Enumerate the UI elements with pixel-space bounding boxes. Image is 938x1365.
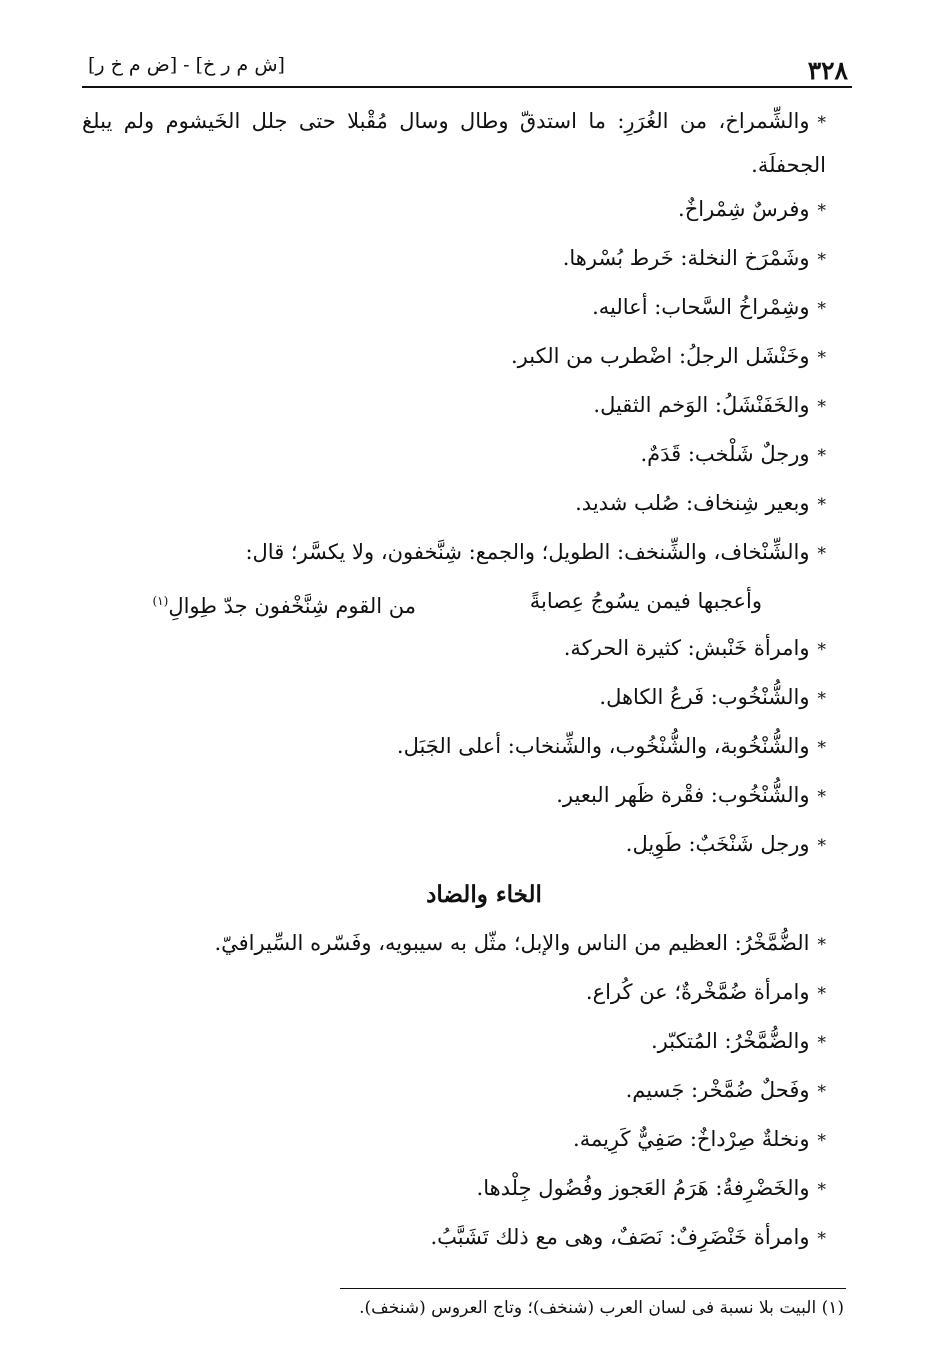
entry-text: وشِمْراخُ السَّحاب: أعاليه. xyxy=(592,295,810,319)
entry-asterisk-icon: * xyxy=(817,935,826,955)
footnote: (١) البيت بلا نسبة فى لسان العرب (شنخف)؛ وتاج العروس (شنخف). xyxy=(359,1298,844,1318)
dictionary-entry xyxy=(82,1018,826,1067)
entry-text: والشِّنْخاف، والشِّنخف: الطويل؛ والجمع: شِنَّخفون، ولا يكسَّر؛ قال: xyxy=(245,540,810,564)
dictionary-entry xyxy=(82,333,826,382)
entry-text: ورجلٌ شَلْخب: قَدَمٌ. xyxy=(640,442,810,466)
dictionary-entry xyxy=(82,480,826,529)
entry-asterisk-icon: * xyxy=(817,544,826,564)
entry-asterisk-icon: * xyxy=(817,348,826,368)
body-text xyxy=(82,100,826,1263)
entry-text: والشُّنْخُوب: فقْرة ظَهر البعير. xyxy=(556,783,810,807)
footnote-reference: (١) xyxy=(152,594,169,608)
entry-asterisk-icon: * xyxy=(817,250,826,270)
entry-text: وامرأة ضُمَّخْرةٌ؛ عن كُراع. xyxy=(585,980,810,1004)
entry-asterisk-icon: * xyxy=(817,1229,826,1249)
dictionary-entry xyxy=(82,625,826,674)
entry-text: وامرأة خَنْبش: كثيرة الحركة. xyxy=(563,636,810,660)
dictionary-entry xyxy=(82,284,826,333)
entry-asterisk-icon: * xyxy=(817,984,826,1004)
dictionary-entry xyxy=(82,1116,826,1165)
entry-asterisk-icon: * xyxy=(817,836,826,856)
entry-asterisk-icon: * xyxy=(817,1131,826,1151)
entries-group-a xyxy=(82,100,826,578)
dictionary-entry xyxy=(82,723,826,772)
dictionary-entry xyxy=(82,969,826,1018)
entry-text: وامرأة خَنْضَرِفٌ: نَصَفٌ، وهى مع ذلك تَشَبَّبُ. xyxy=(430,1225,810,1249)
entry-text: والشُّنْخُوب: فَرعُ الكاهل. xyxy=(599,685,810,709)
entry-asterisk-icon: * xyxy=(817,689,826,709)
dictionary-entry xyxy=(82,920,826,969)
dictionary-entry xyxy=(82,1165,826,1214)
dictionary-entry xyxy=(82,100,826,186)
footnote-rule xyxy=(340,1288,846,1289)
entry-asterisk-icon: * xyxy=(817,495,826,515)
entry-text: ورجل شَنْخَبٌ: طَوِيل. xyxy=(625,832,810,856)
entry-text: والخَفَنْشَلُ: الوَخم الثقيل. xyxy=(593,393,810,417)
dictionary-entry xyxy=(82,821,826,870)
entry-text: والخَضْرِفةُ: هَرَمُ العَجوز وفُضُول جِلْدها. xyxy=(476,1176,810,1200)
poetry-verse xyxy=(82,578,826,625)
entry-text: وفرسٌ شِمْراخٌ. xyxy=(678,197,810,221)
dictionary-entry xyxy=(82,431,826,480)
verse-hemistich-first: وأعجبها فيمن يسُوجُ عِصابةً xyxy=(529,589,762,613)
running-head: [ش م ر خ] - [ض م خ ر] xyxy=(88,54,285,76)
header-rule xyxy=(82,86,852,88)
entry-asterisk-icon: * xyxy=(817,446,826,466)
dictionary-entry xyxy=(82,529,826,578)
entry-asterisk-icon: * xyxy=(817,738,826,758)
dictionary-entry xyxy=(82,382,826,431)
entry-text: وفَحلٌ ضُمَّخْر: جَسيم. xyxy=(625,1078,810,1102)
entry-asterisk-icon: * xyxy=(817,201,826,221)
entry-asterisk-icon: * xyxy=(817,1082,826,1102)
entries-group-c xyxy=(82,920,826,1263)
entry-asterisk-icon: * xyxy=(817,1180,826,1200)
entry-asterisk-icon: * xyxy=(817,397,826,417)
dictionary-entry xyxy=(82,235,826,284)
entry-asterisk-icon: * xyxy=(817,640,826,660)
entry-asterisk-icon: * xyxy=(817,299,826,319)
page-number: ٣٢٨ xyxy=(807,56,848,85)
entry-text: وشَمْرَخ النخلة: خَرط بُسْرها. xyxy=(562,246,810,270)
entry-text: وبعير شِنخاف: صُلب شديد. xyxy=(575,491,810,515)
verse-hemistich-second: من القوم شِنَّخْفون جدّ طِوالِ$^{(١)}$ xyxy=(152,594,416,618)
section-title: الخاء والضاد xyxy=(426,881,542,908)
dictionary-entry xyxy=(82,674,826,723)
dictionary-entry xyxy=(82,186,826,235)
dictionary-entry xyxy=(82,1067,826,1116)
entry-text: ونخلةٌ صِرْداخٌ: صَفِيٌّ كَرِيمة. xyxy=(573,1127,810,1151)
entry-asterisk-icon: * xyxy=(817,113,826,133)
entry-text: الضُّمَّخْرُ: العظيم من الناس والإبل؛ مثّل به سيبويه، وفَسّره السِّيرافيّ. xyxy=(214,931,810,955)
page-header xyxy=(82,48,852,88)
dictionary-entry xyxy=(82,772,826,821)
entry-asterisk-icon: * xyxy=(817,787,826,807)
entry-text: والشُّنْخُوبة، والشُّنْخُوب، والشِّنخاب: أعلى الجَبَل. xyxy=(396,734,810,758)
entry-text: وخَنْشَل الرجلُ: اضْطرب من الكبر. xyxy=(511,344,810,368)
entry-text: والشِّمراخ، من الغُرَرِ: ما استدقّ وطال وسال مُقْبلا حتى جلل الخَيشوم ولم يبلغ الجحفلَة. xyxy=(82,109,826,177)
entries-group-b xyxy=(82,625,826,870)
dictionary-entry xyxy=(82,1214,826,1263)
entry-asterisk-icon: * xyxy=(817,1033,826,1053)
entry-text: والضُّمَّخْرُ: المُتكبّر. xyxy=(650,1029,810,1053)
